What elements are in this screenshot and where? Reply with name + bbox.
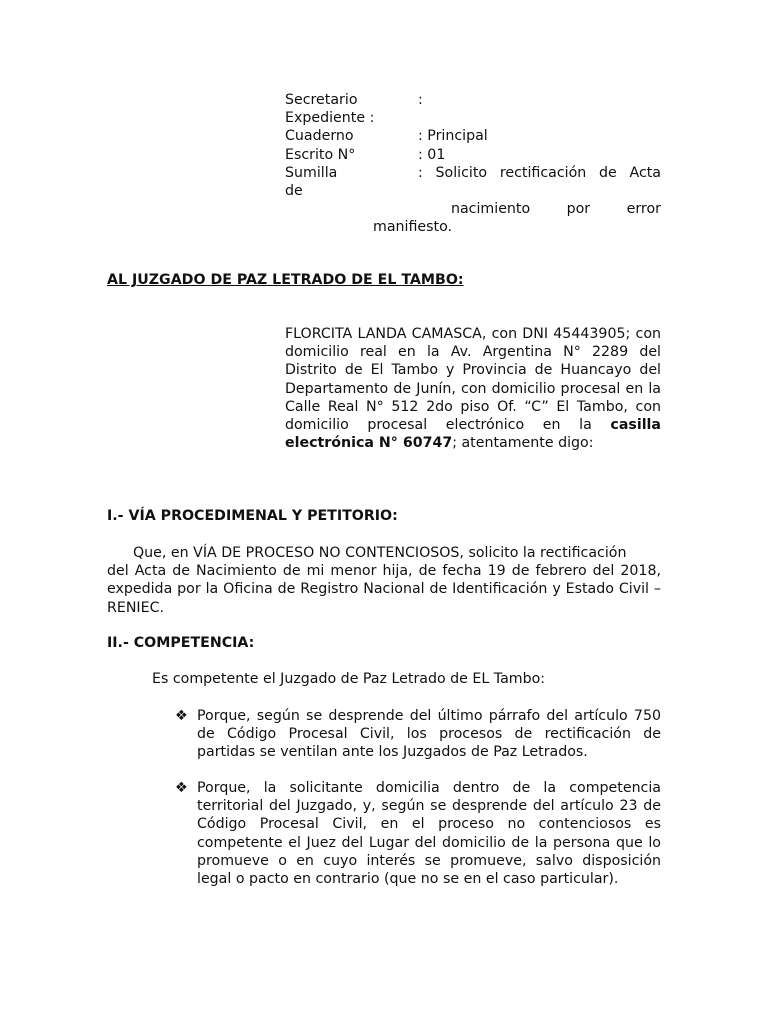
escrito-value: : 01 (418, 146, 446, 163)
sumilla-word: Acta (629, 164, 661, 181)
section-1-title: I.- VÍA PROCEDIMENAL Y PETITORIO: (107, 508, 398, 524)
list-item (175, 707, 661, 762)
expediente-row (285, 109, 661, 127)
sumilla-word: por (566, 201, 591, 218)
petitorio-rest: del Acta de Nacimiento de mi menor hija, de fecha 19 de febrero del 2018, expedida por la Oficina de Registro Nacional de Identificación y Estado Civil – RENIEC. (107, 563, 661, 616)
escrito-label: Escrito N° (285, 146, 356, 163)
sumilla-word: Solicito (435, 164, 488, 181)
cuaderno-row (285, 127, 661, 145)
list-item (175, 779, 661, 888)
section-2-title: II.- COMPETENCIA: (107, 635, 255, 651)
sumilla-word: de (599, 164, 617, 181)
sumilla-word: : (418, 164, 423, 181)
list-item-text: Porque, según se desprende del último párrafo del artículo 750 de Código Procesal Civil, los procesos de rectificación de partidas se ventilan ante los Juzgados de Paz Letrados. (197, 708, 661, 761)
party-paragraph (285, 325, 661, 452)
secretario-row (285, 91, 661, 109)
case-header-fields (285, 91, 661, 237)
sumilla-line3: manifiesto. (373, 219, 453, 236)
cuaderno-value: : Principal (418, 128, 488, 145)
sumilla-de: de (285, 182, 303, 199)
secretario-value: : (418, 92, 423, 108)
sumilla-word: nacimiento (451, 201, 531, 218)
sumilla-word: rectificación (499, 164, 587, 181)
sumilla-word: error (626, 201, 661, 218)
petitorio-paragraph (107, 544, 661, 617)
cuaderno-label: Cuaderno (285, 128, 354, 145)
party-casilla: casilla electrónica N° 60747 (285, 417, 661, 452)
sumilla-value (418, 164, 661, 182)
sumilla-line2 (451, 200, 661, 218)
diamond-bullet-icon: ❖ (175, 708, 188, 724)
party-text: FLORCITA LANDA CAMASCA, con DNI 45443905; con domicilio real en la Av. Argentina N° 2289 del Distrito de El Tambo y Provincia de Huancayo del Departamento de Junín, con domicilio procesal en la Calle Real N° 512 2do piso Of. “C” El Tambo, con domicilio procesal electrónico en la (285, 326, 661, 434)
diamond-bullet-icon: ❖ (175, 780, 188, 796)
secretario-label: Secretario (285, 92, 358, 108)
sumilla-label: Sumilla (285, 164, 338, 181)
party-text-end: ; atentamente digo: (452, 435, 594, 452)
competencia-intro: Es competente el Juzgado de Paz Letrado de EL Tambo: (152, 671, 546, 687)
sumilla-row (285, 164, 661, 182)
petitorio-first-line: Que, en VÍA DE PROCESO NO CONTENCIOSOS, solicito la rectificación (133, 545, 627, 561)
addressee-heading: AL JUZGADO DE PAZ LETRADO DE EL TAMBO: (107, 272, 464, 288)
list-item-text: Porque, la solicitante domicilia dentro de la competencia territorial del Juzgado, y, según se desprende del artículo 23 de Código Procesal Civil, en el proceso no contenciosos es competente el Juez del Lugar del domicilio de la persona que lo promueve o en cuyo interés se promueve, salvo disposición legal o pacto en contrario (que no se en el caso particular). (197, 780, 661, 888)
escrito-row (285, 146, 661, 164)
expediente-label: Expediente : (285, 110, 375, 127)
